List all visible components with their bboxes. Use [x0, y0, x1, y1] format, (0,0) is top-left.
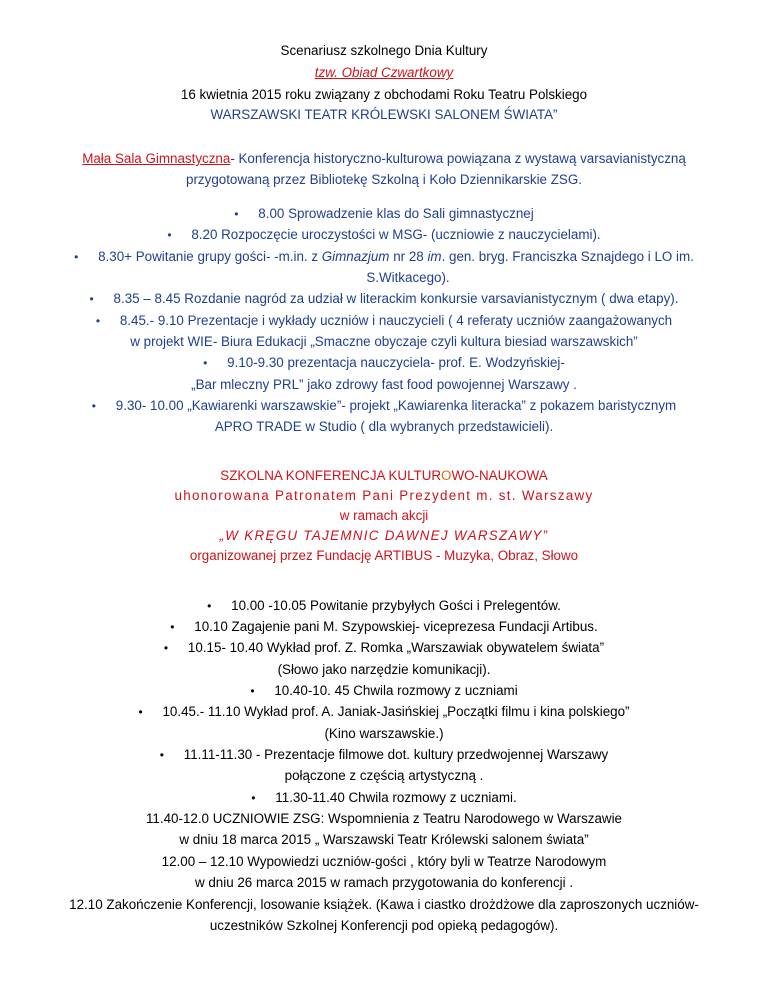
item-text: im: [427, 249, 442, 264]
bullet-icon: [160, 747, 184, 762]
list-item: [0, 205, 768, 223]
part1-intro: [0, 150, 768, 168]
item-text: Gimnazjum: [321, 249, 390, 264]
list-item-cont: w dniu 18 marca 2015 „ Warszawski Teatr Królewski salonem świata”: [179, 832, 589, 847]
list-item-plain: 12.10 Zakończenie Konferencji, losowanie książek. (Kawa i ciastko drożdżowe dla zaproszonych uczniów-: [69, 897, 699, 912]
item-text: 8.20 Rozpoczęcie uroczystości w MSG- (uczniowie z nauczycielami).: [191, 227, 601, 242]
list-item: [0, 639, 768, 657]
list-item-cont: w projekt WIE- Biura Edukacji „Smaczne obyczaje czyli kultura biesiad warszawskich”: [130, 334, 638, 349]
place-name: Mała Sala Gimnastyczna: [82, 151, 231, 166]
list-item: [0, 354, 768, 372]
item-text: 10.10 Zagajenie pani M. Szypowskiej- viceprezesa Fundacji Artibus.: [194, 619, 598, 634]
list-item-cont: S.Witkacego).: [366, 270, 450, 285]
list-item-cont: „Bar mleczny PRL” jako zdrowy fast food powojennej Warszawy .: [191, 377, 577, 392]
subtitle-text: tzw. Obiad Czwartkowy: [314, 65, 454, 80]
bullet-icon: [96, 313, 120, 328]
conference-title: [0, 467, 768, 485]
list-item-cont: (Słowo jako narzędzie komunikacji).: [277, 662, 491, 677]
action-intro: w ramach akcji: [339, 508, 429, 523]
item-text: 10.40-10. 45 Chwila rozmowy z uczniami: [274, 683, 518, 698]
item-text: 9.10-9.30 prezentacja nauczyciela- prof. E. Wodzyńskiej-: [227, 355, 565, 370]
bullet-icon: [207, 598, 231, 613]
organizer-line: organizowanej przez Fundację ARTIBUS - Muzyka, Obraz, Słowo: [189, 548, 579, 563]
list-item-cont: (Kino warszawskie.): [324, 726, 444, 741]
list-item-cont: połączone z częścią artystyczną .: [284, 768, 484, 783]
list-item: [0, 789, 768, 807]
list-item-plain: 11.40-12.0 UCZNIOWIE ZSG: Wspomnienia z Teatru Narodowego w Warszawie: [145, 811, 623, 826]
list-item-plain: 12.00 – 12.10 Wypowiedzi uczniów-gości , który byli w Teatrze Narodowym: [161, 854, 607, 869]
list-item: [0, 290, 768, 308]
title-part: WO-NAUKOWA: [451, 468, 548, 483]
bullet-icon: [170, 619, 194, 634]
patronage-line: uhonorowana Patronatem Pani Prezydent m. st. Warszawy: [174, 488, 594, 503]
list-item-cont: uczestników Szkolnej Konferencji pod opieką pedagogów).: [209, 918, 559, 933]
item-text: 8.45.- 9.10 Prezentacje i wykłady uczniów i nauczycieli ( 4 referaty uczniów zaangażowanych: [119, 313, 673, 328]
list-item: [0, 703, 768, 721]
item-text: 9.30- 10.00 „Kawiarenki warszawskie”- projekt „Kawiarenka literacka” z pokazem baristycznym: [115, 398, 677, 413]
list-item: [0, 618, 768, 636]
bullet-icon: [250, 683, 274, 698]
bullet-icon: [138, 704, 162, 719]
item-text: 10.00 -10.05 Powitanie przybyłych Gości i Prelegentów.: [231, 598, 561, 613]
document-title: Scenariusz szkolnego Dnia Kultury: [280, 43, 488, 58]
list-item: [0, 397, 768, 415]
part1-intro-line2: przygotowaną przez Bibliotekę Szkolną i Koło Dziennikarskie ZSG.: [186, 172, 582, 187]
bullet-icon: [167, 227, 191, 242]
list-item: [0, 248, 768, 266]
item-text: 11.30-11.40 Chwila rozmowy z uczniami.: [275, 790, 517, 805]
item-text: . gen. bryg. Franciszka Sznajdego i LO im.: [441, 249, 694, 264]
title-part: SZKOLNA KONFERENCJA KULTUR: [220, 468, 442, 483]
list-item: [0, 746, 768, 764]
item-text: 10.15- 10.40 Wykład prof. Z. Romka „Warszawiak obywatelem świata”: [187, 640, 605, 655]
action-name: „W KRĘGU TAJEMNIC DAWNEJ WARSZAWY”: [219, 528, 549, 543]
list-item: [0, 226, 768, 244]
item-text: nr 28: [389, 249, 428, 264]
bullet-icon: [74, 249, 98, 264]
date-line: 16 kwietnia 2015 roku związany z obchodami Roku Teatru Polskiego: [180, 87, 588, 102]
item-text: 8.35 – 8.45 Rozdanie nagród za udział w literackim konkursie varsavianistycznym ( dwa etapy).: [113, 291, 679, 306]
item-text: 8.30+ Powitanie grupy gości- -m.in. z: [98, 249, 322, 264]
bullet-icon: [92, 398, 116, 413]
document-subtitle: [0, 64, 768, 82]
list-item: [0, 312, 768, 330]
list-item-cont: w dniu 26 marca 2015 w ramach przygotowania do konferencji .: [194, 875, 574, 890]
item-text: 11.11-11.30 - Prezentacje filmowe dot. kultury przedwojennej Warszawy: [183, 747, 609, 762]
motto-line: WARSZAWSKI TEATR KRÓLEWSKI SALONEM ŚWIATA”: [210, 107, 558, 122]
item-text: 8.00 Sprowadzenie klas do Sali gimnastycznej: [258, 206, 534, 221]
list-item: [0, 597, 768, 615]
bullet-icon: [203, 355, 227, 370]
bullet-icon: [234, 206, 258, 221]
bullet-icon: [90, 291, 114, 306]
bullet-icon: [164, 640, 188, 655]
list-item-cont: APRO TRADE w Studio ( dla wybranych przedstawicieli).: [214, 419, 554, 434]
list-item: [0, 682, 768, 700]
intro-text: - Konferencja historyczno-kulturowa powiązana z wystawą varsavianistyczną: [230, 151, 686, 166]
title-part: O: [441, 468, 452, 483]
bullet-icon: [251, 790, 275, 805]
item-text: 10.45.- 11.10 Wykład prof. A. Janiak-Jasińskiej „Początki filmu i kina polskiego”: [162, 704, 630, 719]
